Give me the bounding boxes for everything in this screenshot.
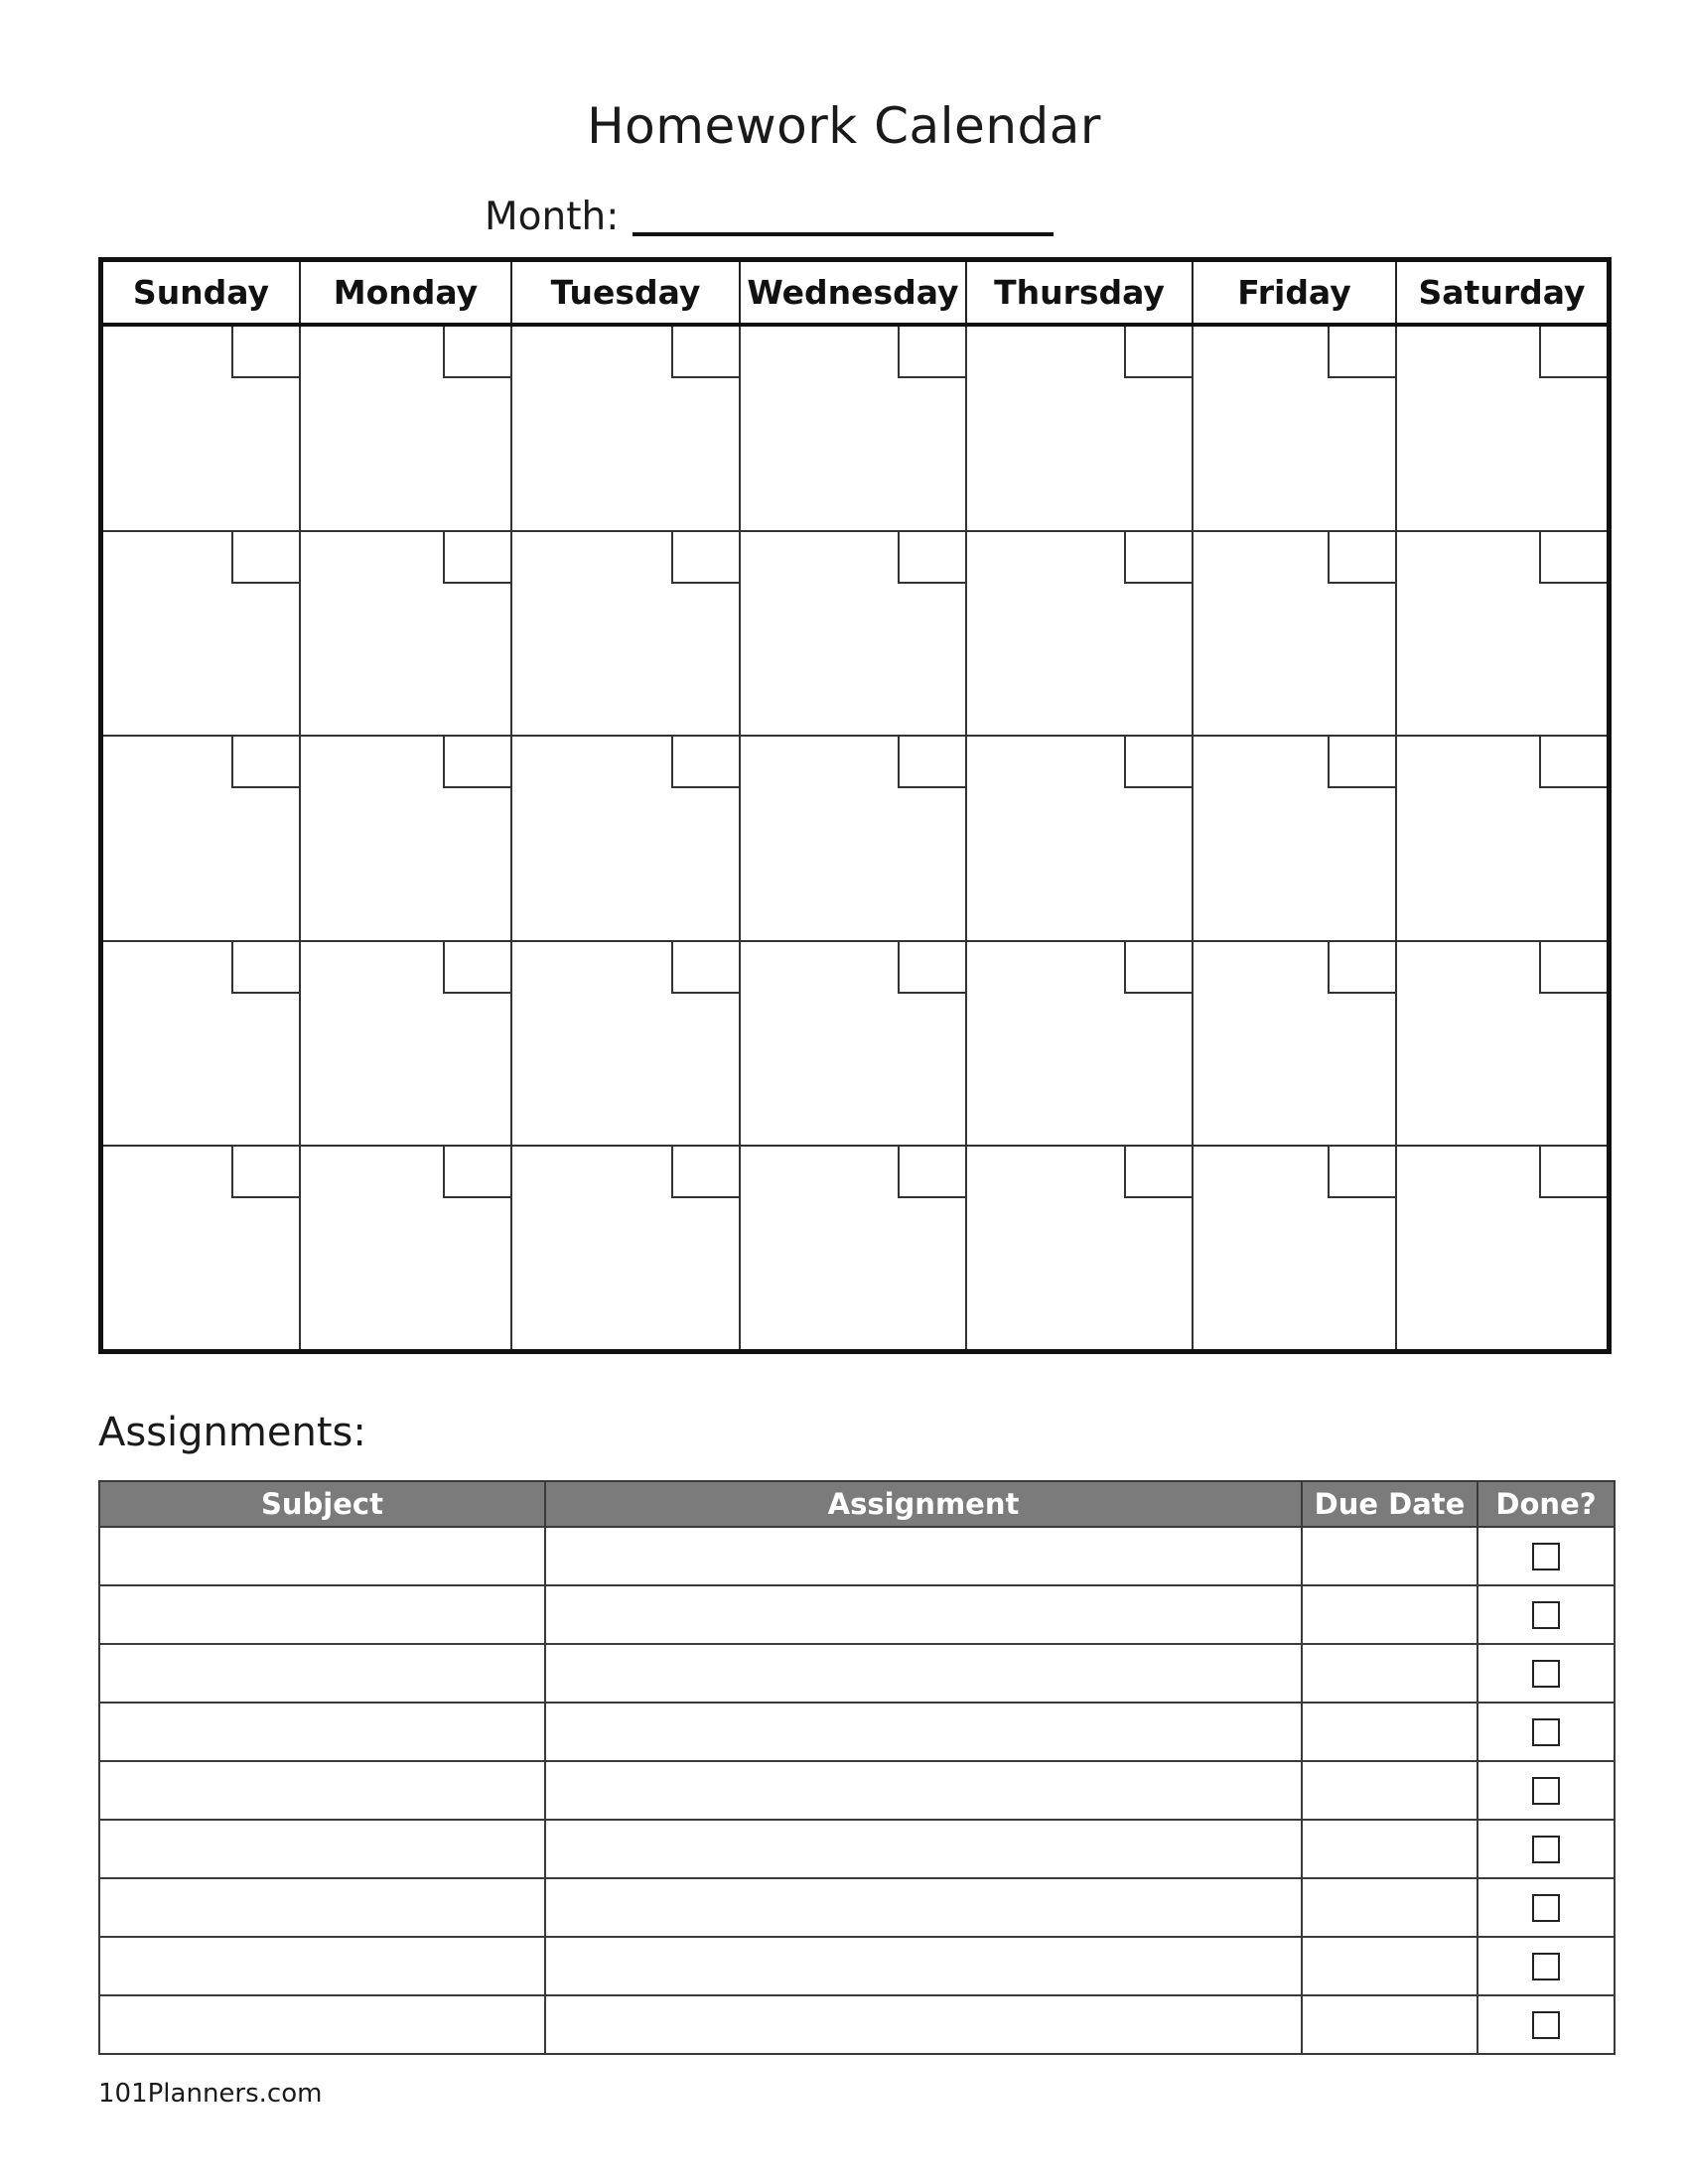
- day-cell[interactable]: [300, 736, 511, 941]
- assignment-row: [99, 1995, 1615, 2054]
- day-cell[interactable]: [740, 941, 966, 1147]
- done-checkbox[interactable]: [1532, 2011, 1560, 2039]
- assignment-row: [99, 1761, 1615, 1820]
- day-cell[interactable]: [1396, 941, 1607, 1147]
- date-number-box[interactable]: [898, 532, 965, 584]
- day-cell[interactable]: [1193, 325, 1396, 531]
- done-checkbox[interactable]: [1532, 1836, 1560, 1863]
- done-cell: [1477, 1585, 1615, 1644]
- day-header-sunday: Sunday: [103, 262, 300, 325]
- done-cell: [1477, 1878, 1615, 1937]
- done-cell: [1477, 1937, 1615, 1995]
- date-number-box[interactable]: [898, 1147, 965, 1198]
- date-number-box[interactable]: [1328, 327, 1395, 378]
- date-number-box[interactable]: [443, 532, 510, 584]
- date-number-box[interactable]: [1124, 327, 1192, 378]
- column-header-subject: Subject: [99, 1481, 545, 1527]
- day-cell[interactable]: [1396, 1146, 1607, 1349]
- day-cell[interactable]: [103, 941, 300, 1147]
- done-cell: [1477, 1761, 1615, 1820]
- column-header-done: Done?: [1477, 1481, 1615, 1527]
- calendar-table: [103, 262, 1607, 1349]
- day-header-friday: Friday: [1193, 262, 1396, 325]
- calendar-week-row: [103, 531, 1607, 737]
- month-label: Month:: [485, 195, 620, 239]
- day-cell[interactable]: [1396, 531, 1607, 737]
- done-checkbox[interactable]: [1532, 1777, 1560, 1805]
- day-cell[interactable]: [966, 531, 1193, 737]
- subject-cell[interactable]: [99, 1585, 545, 1644]
- done-checkbox[interactable]: [1532, 1718, 1560, 1746]
- assignments-heading: Assignments:: [98, 1410, 366, 1455]
- day-cell[interactable]: [103, 736, 300, 941]
- done-cell: [1477, 1644, 1615, 1703]
- date-number-box[interactable]: [898, 942, 965, 994]
- date-number-box[interactable]: [231, 532, 299, 584]
- date-number-box[interactable]: [671, 1147, 739, 1198]
- day-cell[interactable]: [740, 1146, 966, 1349]
- subject-cell[interactable]: [99, 1527, 545, 1585]
- date-number-box[interactable]: [231, 942, 299, 994]
- day-cell[interactable]: [1193, 1146, 1396, 1349]
- day-cell[interactable]: [300, 941, 511, 1147]
- done-checkbox[interactable]: [1532, 1543, 1560, 1570]
- day-cell[interactable]: [511, 941, 740, 1147]
- day-cell[interactable]: [966, 941, 1193, 1147]
- date-number-box[interactable]: [671, 327, 739, 378]
- assignments-table: [98, 1480, 1616, 2055]
- day-cell[interactable]: [300, 531, 511, 737]
- date-number-box[interactable]: [1124, 1147, 1192, 1198]
- assignment-row: [99, 1878, 1615, 1937]
- assignment-cell[interactable]: [545, 1820, 1302, 1878]
- date-number-box[interactable]: [1124, 737, 1192, 788]
- assignment-cell[interactable]: [545, 1937, 1302, 1995]
- due-date-cell[interactable]: [1302, 1878, 1477, 1937]
- assignment-row: [99, 1527, 1615, 1585]
- date-number-box[interactable]: [1124, 942, 1192, 994]
- date-number-box[interactable]: [1328, 942, 1395, 994]
- date-number-box[interactable]: [231, 327, 299, 378]
- date-number-box[interactable]: [1539, 327, 1607, 378]
- done-cell: [1477, 1995, 1615, 2054]
- due-date-cell[interactable]: [1302, 1761, 1477, 1820]
- day-cell[interactable]: [740, 325, 966, 531]
- assignment-row: [99, 1937, 1615, 1995]
- date-number-box[interactable]: [1539, 1147, 1607, 1198]
- month-row: [485, 187, 1054, 239]
- date-number-box[interactable]: [231, 737, 299, 788]
- assignment-cell[interactable]: [545, 1527, 1302, 1585]
- date-number-box[interactable]: [1328, 737, 1395, 788]
- date-number-box[interactable]: [671, 532, 739, 584]
- due-date-cell[interactable]: [1302, 1644, 1477, 1703]
- due-date-cell[interactable]: [1302, 1585, 1477, 1644]
- subject-cell[interactable]: [99, 1937, 545, 1995]
- date-number-box[interactable]: [671, 942, 739, 994]
- day-header-thursday: Thursday: [966, 262, 1193, 325]
- day-cell[interactable]: [511, 531, 740, 737]
- day-header-saturday: Saturday: [1396, 262, 1607, 325]
- assignment-cell[interactable]: [545, 1703, 1302, 1761]
- due-date-cell[interactable]: [1302, 1820, 1477, 1878]
- date-number-box[interactable]: [1539, 942, 1607, 994]
- date-number-box[interactable]: [1539, 737, 1607, 788]
- date-number-box[interactable]: [1124, 532, 1192, 584]
- day-cell[interactable]: [740, 736, 966, 941]
- month-input[interactable]: [633, 189, 1054, 236]
- date-number-box[interactable]: [443, 327, 510, 378]
- day-cell[interactable]: [966, 736, 1193, 941]
- day-cell[interactable]: [1193, 941, 1396, 1147]
- calendar-week-row: [103, 736, 1607, 941]
- date-number-box[interactable]: [898, 327, 965, 378]
- calendar-header-row: [103, 262, 1607, 325]
- assignment-row: [99, 1644, 1615, 1703]
- day-cell[interactable]: [966, 325, 1193, 531]
- date-number-box[interactable]: [231, 1147, 299, 1198]
- done-cell: [1477, 1527, 1615, 1585]
- day-cell[interactable]: [300, 325, 511, 531]
- subject-cell[interactable]: [99, 1703, 545, 1761]
- date-number-box[interactable]: [1328, 532, 1395, 584]
- day-cell[interactable]: [1193, 531, 1396, 737]
- day-cell[interactable]: [103, 1146, 300, 1349]
- subject-cell[interactable]: [99, 1878, 545, 1937]
- column-header-due-date: Due Date: [1302, 1481, 1477, 1527]
- day-header-wednesday: Wednesday: [740, 262, 966, 325]
- day-cell[interactable]: [300, 1146, 511, 1349]
- done-checkbox[interactable]: [1532, 1601, 1560, 1629]
- day-cell[interactable]: [1193, 736, 1396, 941]
- day-cell[interactable]: [1396, 325, 1607, 531]
- subject-cell[interactable]: [99, 1820, 545, 1878]
- day-cell[interactable]: [966, 1146, 1193, 1349]
- day-cell[interactable]: [511, 1146, 740, 1349]
- date-number-box[interactable]: [443, 737, 510, 788]
- day-cell[interactable]: [740, 531, 966, 737]
- due-date-cell[interactable]: [1302, 1937, 1477, 1995]
- date-number-box[interactable]: [443, 942, 510, 994]
- day-cell[interactable]: [511, 325, 740, 531]
- subject-cell[interactable]: [99, 1995, 545, 2054]
- assignment-cell[interactable]: [545, 1878, 1302, 1937]
- date-number-box[interactable]: [1328, 1147, 1395, 1198]
- date-number-box[interactable]: [443, 1147, 510, 1198]
- assignment-cell[interactable]: [545, 1585, 1302, 1644]
- done-cell: [1477, 1820, 1615, 1878]
- calendar-week-row: [103, 1146, 1607, 1349]
- subject-cell[interactable]: [99, 1644, 545, 1703]
- day-header-tuesday: Tuesday: [511, 262, 740, 325]
- done-checkbox[interactable]: [1532, 1953, 1560, 1980]
- assignment-cell[interactable]: [545, 1644, 1302, 1703]
- assignment-row: [99, 1820, 1615, 1878]
- footer-credit: 101Planners.com: [98, 2079, 323, 2109]
- done-checkbox[interactable]: [1532, 1894, 1560, 1922]
- due-date-cell[interactable]: [1302, 1703, 1477, 1761]
- day-cell[interactable]: [103, 531, 300, 737]
- day-cell[interactable]: [511, 736, 740, 941]
- assignment-row: [99, 1703, 1615, 1761]
- assignments-header-row: [99, 1481, 1615, 1527]
- calendar-week-row: [103, 325, 1607, 531]
- due-date-cell[interactable]: [1302, 1995, 1477, 2054]
- day-cell[interactable]: [1396, 736, 1607, 941]
- calendar-grid: [98, 257, 1612, 1354]
- calendar-week-row: [103, 941, 1607, 1147]
- due-date-cell[interactable]: [1302, 1527, 1477, 1585]
- page-title: Homework Calendar: [587, 97, 1101, 155]
- date-number-box[interactable]: [1539, 532, 1607, 584]
- done-cell: [1477, 1703, 1615, 1761]
- column-header-assignment: Assignment: [545, 1481, 1302, 1527]
- subject-cell[interactable]: [99, 1761, 545, 1820]
- day-cell[interactable]: [103, 325, 300, 531]
- date-number-box[interactable]: [898, 737, 965, 788]
- done-checkbox[interactable]: [1532, 1660, 1560, 1688]
- assignment-row: [99, 1585, 1615, 1644]
- assignment-cell[interactable]: [545, 1995, 1302, 2054]
- assignment-cell[interactable]: [545, 1761, 1302, 1820]
- day-header-monday: Monday: [300, 262, 511, 325]
- date-number-box[interactable]: [671, 737, 739, 788]
- assignments-table-wrap: [98, 1480, 1614, 2055]
